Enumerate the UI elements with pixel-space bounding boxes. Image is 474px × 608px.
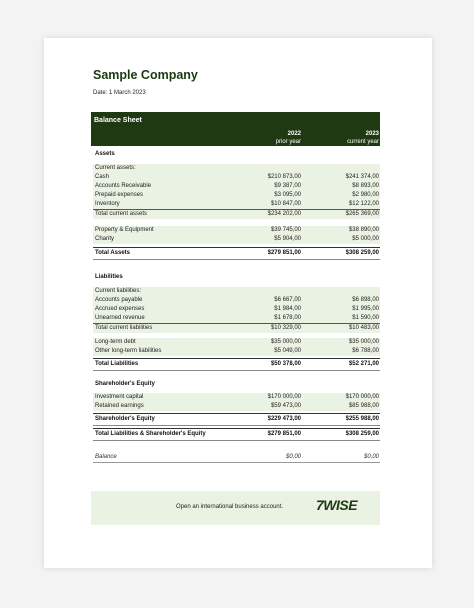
row-label: Total current liabilities [95,325,153,331]
row-label: Long-term debt [95,339,136,345]
value-2022: $6 667,00 [274,297,301,303]
table-row [93,200,380,209]
value-2023: $6 788,00 [352,348,379,354]
row-label: Accounts payable [95,297,143,303]
table-row [93,305,380,314]
row-label: Total Liabilities & Shareholder's Equity [95,431,206,437]
value-2022: $170 000,00 [267,394,301,400]
row-label: Property & Equipment [95,227,154,233]
section-liabilities: Liabilities [95,274,123,280]
value-2023: $1 995,00 [352,306,379,312]
row-label: Other long-term liabilities [95,348,162,354]
table-row [93,164,380,173]
table-row [93,235,380,244]
table-row [93,314,380,323]
value-2022: $10 329,00 [270,325,301,331]
table-row [93,338,380,347]
total-equity-row [93,413,380,426]
value-2023: $52 271,00 [348,361,379,367]
table-row [93,402,380,411]
value-2023: $170 000,00 [345,394,379,400]
value-2023: $35 000,00 [348,339,379,345]
document-date: Date: 1 March 2023 [93,90,146,96]
value-2023: $8 893,00 [352,183,379,189]
row-label: Retained earnings [95,403,144,409]
value-2023: $85 988,00 [348,403,379,409]
section-assets: Assets [95,151,115,157]
company-name: Sample Company [93,68,198,82]
value-2022: $210 873,00 [267,174,301,180]
document-page [44,38,432,568]
value-2022: $9 387,00 [274,183,301,189]
value-2023: $308 259,00 [345,250,379,256]
table-row [93,173,380,182]
row-label: Inventory [95,201,120,207]
promo-banner[interactable] [91,491,380,525]
column-sub: current year [346,139,379,145]
other-assets-table [93,226,380,244]
value-2023: $241 374,00 [345,174,379,180]
value-2023: $0,00 [363,454,379,460]
row-label: Investment capital [95,394,144,400]
value-2022: $3 095,00 [274,192,301,198]
value-2023: $6 898,00 [352,297,379,303]
row-label: Total Liabilities [95,361,139,367]
current-liabilities-table [93,287,380,333]
row-label: Total Assets [95,250,131,256]
current-assets-table [93,164,380,219]
table-row [93,191,380,200]
row-label: Current assets: [95,165,136,171]
column-year: 2022 [287,131,301,137]
row-label: Current liabilities: [95,288,142,294]
equity-table [93,393,380,411]
value-2022: $10 847,00 [270,201,301,207]
value-2023: $265 369,00 [345,211,379,217]
value-2023: $255 988,00 [345,416,379,422]
value-2022: $279 851,00 [267,250,301,256]
value-2023: $2 980,00 [352,192,379,198]
table-row [93,296,380,305]
row-label: Shareholder's Equity [95,416,155,422]
row-label: Cash [95,174,110,180]
row-label: Accounts Receivable [95,183,152,189]
value-2022: $59 473,00 [270,403,301,409]
value-2023: $1 590,00 [352,315,379,321]
row-label: Charity [95,236,115,242]
row-label: Prepaid expenses [95,192,144,198]
total-liabilities-row [93,358,380,371]
subtotal-row [93,323,380,333]
value-2022: $39 745,00 [270,227,301,233]
table-row [93,287,380,296]
balance-row [93,452,380,463]
row-label: Balance [95,454,117,460]
value-2022: $35 000,00 [270,339,301,345]
promo-text[interactable]: Open an international business account. [176,504,284,510]
wise-logo: 7WISE [316,497,358,513]
value-2022: $229 473,00 [267,416,301,422]
column-sub: prior year [275,139,301,145]
column-year: 2023 [365,131,379,137]
table-row [93,226,380,235]
row-label: Unearned revenue [95,315,145,321]
section-equity: Shareholder's Equity [95,381,155,387]
value-2022: $234 202,00 [267,211,301,217]
value-2023: $308 259,00 [345,431,379,437]
value-2023: $38 890,00 [348,227,379,233]
value-2022: $1 678,00 [274,315,301,321]
table-row [93,182,380,191]
value-2022: $50 378,00 [270,361,301,367]
value-2023: $5 000,00 [352,236,379,242]
value-2023: $10 483,00 [348,325,379,331]
column-2022 [276,130,301,146]
value-2022: $0,00 [285,454,301,460]
row-label: Total current assets [95,211,148,217]
total-assets-row [93,247,380,260]
table-row [93,393,380,402]
sheet-title: Balance Sheet [94,117,142,124]
value-2022: $1 984,00 [274,306,301,312]
value-2022: $5 049,00 [274,348,301,354]
grand-total-row [93,428,380,441]
value-2022: $279 851,00 [267,431,301,437]
long-term-liabilities-table [93,338,380,356]
subtotal-row [93,209,380,219]
balance-sheet-header [91,112,380,146]
value-2022: $5 904,00 [274,236,301,242]
value-2023: $12 122,00 [348,201,379,207]
table-row [93,347,380,356]
column-2023 [347,130,379,146]
row-label: Accrued expenses [95,306,145,312]
